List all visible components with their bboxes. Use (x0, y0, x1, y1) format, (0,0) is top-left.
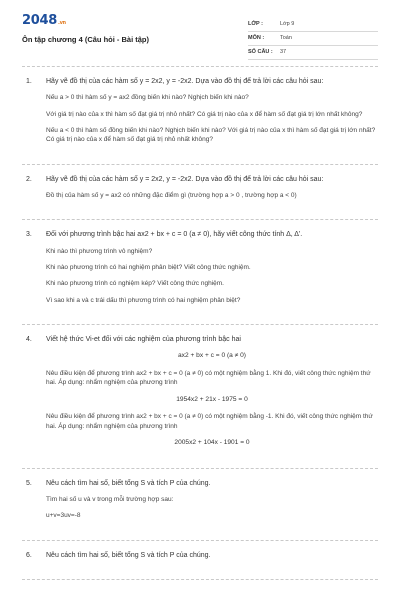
question-text: Hãy vẽ đồ thị của các hàm số y = 2x2, y = -2x2. Dựa vào đồ thị để trả lời các câu hỏi sau: (46, 175, 324, 183)
sub-question: Nêu điều kiện để phương trình ax2 + bx + c = 0 (a ≠ 0) có một nghiệm bằng -1. Khi đó, viết công thức nghiệm thứ hai. Áp dụng: nhẩm nghiệm của phương trình (46, 413, 373, 430)
question-item (22, 220, 378, 325)
question-number: 3. (26, 231, 32, 239)
meta-label: LỚP : (248, 20, 263, 27)
question-body (46, 479, 378, 521)
question-item (22, 541, 378, 580)
meta-label: SỐ CÂU : (248, 48, 273, 55)
sub-question: Nêu điều kiện để phương trình ax2 + bx + c = 0 (a ≠ 0) có một nghiệm bằng 1. Khi đó, viết công thức nghiệm thứ hai. Áp dụng: nhẩm nghiệm của phương trình (46, 369, 371, 387)
question-item (22, 165, 378, 221)
page-title: Ôn tập chương 4 (Câu hỏi - Bài tập) (22, 35, 150, 44)
page-header (22, 8, 378, 66)
meta-label: MÔN : (248, 34, 265, 41)
sub-question: Nếu a > 0 thì hàm số y = ax2 đồng biến khi nào? Nghịch biến khi nào? (46, 94, 249, 102)
question-text: Nêu cách tìm hai số, biết tổng S và tích P của chúng. (46, 551, 211, 559)
question-body (46, 335, 378, 447)
site-logo[interactable]: 2048.vn (22, 13, 66, 28)
equation: ax2 + bx + c = 0 (a ≠ 0) (178, 352, 246, 360)
sub-question: Khi nào phương trình có hai nghiệm phân biệt? Viết công thức nghiệm. (46, 263, 251, 271)
meta-row-grade (248, 18, 378, 32)
equation: 1954x2 + 21x - 1975 = 0 (176, 395, 248, 403)
question-list (22, 66, 378, 580)
question-number: 4. (26, 336, 32, 344)
question-number: 5. (26, 479, 32, 487)
sub-question: Khi nào thì phương trình vô nghiệm? (46, 247, 153, 255)
meta-row-count (248, 46, 378, 60)
question-number: 2. (26, 175, 32, 183)
sub-question: Với giá trị nào của x thì hàm số đạt giá trị nhỏ nhất? Có giá trị nào của x để hàm số đạt giá trị lớn nhất không? (46, 110, 363, 118)
meta-row-subject (248, 32, 378, 46)
question-body (46, 77, 378, 145)
question-item (22, 469, 378, 541)
question-number: 1. (26, 78, 32, 85)
question-text: Hãy vẽ đồ thị của các hàm số y = 2x2, y = -2x2. Dựa vào đồ thị để trả lời các câu hỏi sau: (46, 78, 324, 85)
question-body (46, 230, 378, 305)
meta-table (248, 18, 378, 60)
sub-question: Vì sao khi a và c trái dấu thì phương trình có hai nghiệm phân biệt? (46, 296, 241, 304)
question-body (46, 551, 378, 561)
meta-value: Lớp 9 (280, 20, 295, 27)
meta-value: 37 (280, 48, 287, 55)
question-item (22, 66, 378, 165)
question-text: Nêu cách tìm hai số, biết tổng S và tích P của chúng. (46, 479, 211, 487)
sub-question: Nếu a < 0 thì hàm số đồng biến khi nào? Nghịch biến khi nào? Với giá trị nào của x thì hàm số đạt giá trị lớn nhất? Có giá trị nào của x để hàm số đạt giá trị nhỏ nhất không? (46, 126, 376, 144)
question-item (22, 325, 378, 468)
sub-question: Khi nào phương trình có nghiệm kép? Viết công thức nghiệm. (46, 280, 224, 288)
question-text: Viết hệ thức Vi-et đối với các nghiệm của phương trình bậc hai (46, 336, 241, 344)
sub-question: u+v=3uv=-8 (46, 512, 81, 520)
meta-value: Toán (280, 34, 292, 41)
sub-question: Đồ thị của hàm số y = ax2 có những đặc điểm gì (trường hợp a > 0 , trường hợp a < 0) (46, 191, 297, 199)
sub-question: Tìm hai số u và v trong mỗi trường hợp sau: (46, 495, 174, 503)
question-text: Đối với phương trình bậc hai ax2 + bx + c = 0 (a ≠ 0), hãy viết công thức tính Δ, Δ'. (46, 231, 303, 239)
equation: 2005x2 + 104x - 1901 = 0 (174, 439, 250, 447)
question-body (46, 175, 378, 201)
question-number: 6. (26, 551, 32, 559)
